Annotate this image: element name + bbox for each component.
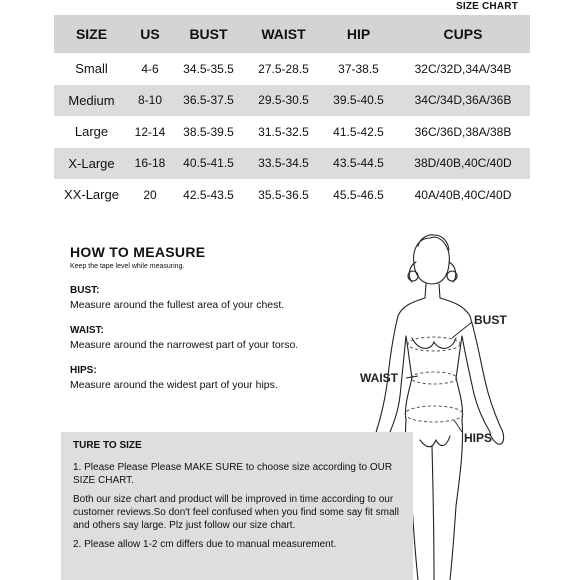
header-size: SIZE bbox=[54, 15, 129, 53]
table-row bbox=[54, 116, 530, 148]
table-cell: 34C/34D,36A/36B bbox=[396, 85, 530, 117]
size-table bbox=[54, 15, 530, 211]
table-cell: 40A/40B,40C/40D bbox=[414, 187, 512, 202]
table-cell: 27.5-28.5 bbox=[258, 61, 309, 76]
table-cell: 37-38.5 bbox=[338, 61, 379, 76]
how-to-measure-section bbox=[70, 244, 370, 391]
table-cell: 45.5-46.5 bbox=[333, 187, 384, 202]
table-cell: 29.5-30.5 bbox=[246, 85, 321, 117]
table-row bbox=[54, 179, 530, 211]
table-cell: 20 bbox=[143, 187, 157, 202]
hips-instruction: Measure around the widest part of your hips. bbox=[70, 379, 278, 391]
table-cell: 12-14 bbox=[134, 124, 166, 139]
table-cell: 16-18 bbox=[129, 148, 171, 180]
table-cell: 35.5-36.5 bbox=[258, 187, 309, 202]
table-cell: Small bbox=[75, 61, 108, 77]
header-bust: BUST bbox=[171, 15, 246, 53]
table-cell: 34.5-35.5 bbox=[183, 61, 234, 76]
hips-tape bbox=[405, 406, 463, 422]
bust-label: BUST bbox=[474, 313, 507, 327]
header-cups: CUPS bbox=[396, 15, 530, 53]
header-us: US bbox=[129, 15, 171, 53]
waist-heading: WAIST: bbox=[70, 325, 104, 336]
true-to-size-title: TURE TO SIZE bbox=[73, 440, 142, 451]
table-cell: Medium bbox=[54, 85, 129, 117]
table-cell: 31.5-32.5 bbox=[258, 124, 309, 139]
table-cell: 39.5-40.5 bbox=[321, 85, 396, 117]
table-cell: 33.5-34.5 bbox=[246, 148, 321, 180]
bust-instruction: Measure around the fullest area of your chest. bbox=[70, 299, 285, 311]
waist-label: WAIST bbox=[360, 371, 398, 385]
table-cell: 43.5-44.5 bbox=[321, 148, 396, 180]
table-cell: XX-Large bbox=[64, 187, 119, 203]
table-header-row bbox=[54, 15, 530, 53]
header-hip: HIP bbox=[321, 15, 396, 53]
tip-paragraph-1: 1. Please Please Please MAKE SURE to choose size according to OUR SIZE CHART. bbox=[73, 462, 393, 486]
hips-label: HIPS bbox=[464, 431, 493, 445]
table-row bbox=[54, 148, 530, 180]
table-row bbox=[54, 53, 530, 85]
header-waist: WAIST bbox=[246, 15, 321, 53]
table-cell: Large bbox=[74, 124, 109, 140]
table-cell: 40.5-41.5 bbox=[171, 148, 246, 180]
bust-heading: BUST: bbox=[70, 285, 100, 296]
table-cell: 8-10 bbox=[129, 85, 171, 117]
waist-instruction: Measure around the narrowest part of your torso. bbox=[70, 339, 299, 351]
tip-paragraph-3: 2. Please allow 1-2 cm differs due to manual measurement. bbox=[73, 539, 337, 550]
table-cell: 36C/36D,38A/38B bbox=[414, 124, 512, 139]
tip-paragraph-2: Both our size chart and product will be improved in time according to our customer reviews.So don't feel confused when you find some say fit small and others say large. Plz just follow our size chart. bbox=[73, 494, 399, 531]
table-cell: 32C/32D,34A/34B bbox=[414, 61, 512, 76]
how-to-measure-title: HOW TO MEASURE bbox=[70, 244, 206, 260]
hips-heading: HIPS: bbox=[70, 365, 97, 376]
chart-title: SIZE CHART bbox=[456, 1, 518, 12]
table-cell: 41.5-42.5 bbox=[333, 124, 384, 139]
table-cell: 36.5-37.5 bbox=[171, 85, 246, 117]
table-cell: 42.5-43.5 bbox=[183, 187, 234, 202]
table-row bbox=[54, 85, 530, 117]
how-to-measure-subtitle: Keep the tape level while measuring. bbox=[70, 263, 185, 270]
table-cell: 38D/40B,40C/40D bbox=[396, 148, 530, 180]
true-to-size-box bbox=[61, 432, 413, 580]
table-cell: X-Large bbox=[54, 148, 129, 180]
waist-tape bbox=[411, 372, 457, 384]
table-cell: 38.5-39.5 bbox=[183, 124, 234, 139]
table-cell: 4-6 bbox=[141, 61, 159, 76]
